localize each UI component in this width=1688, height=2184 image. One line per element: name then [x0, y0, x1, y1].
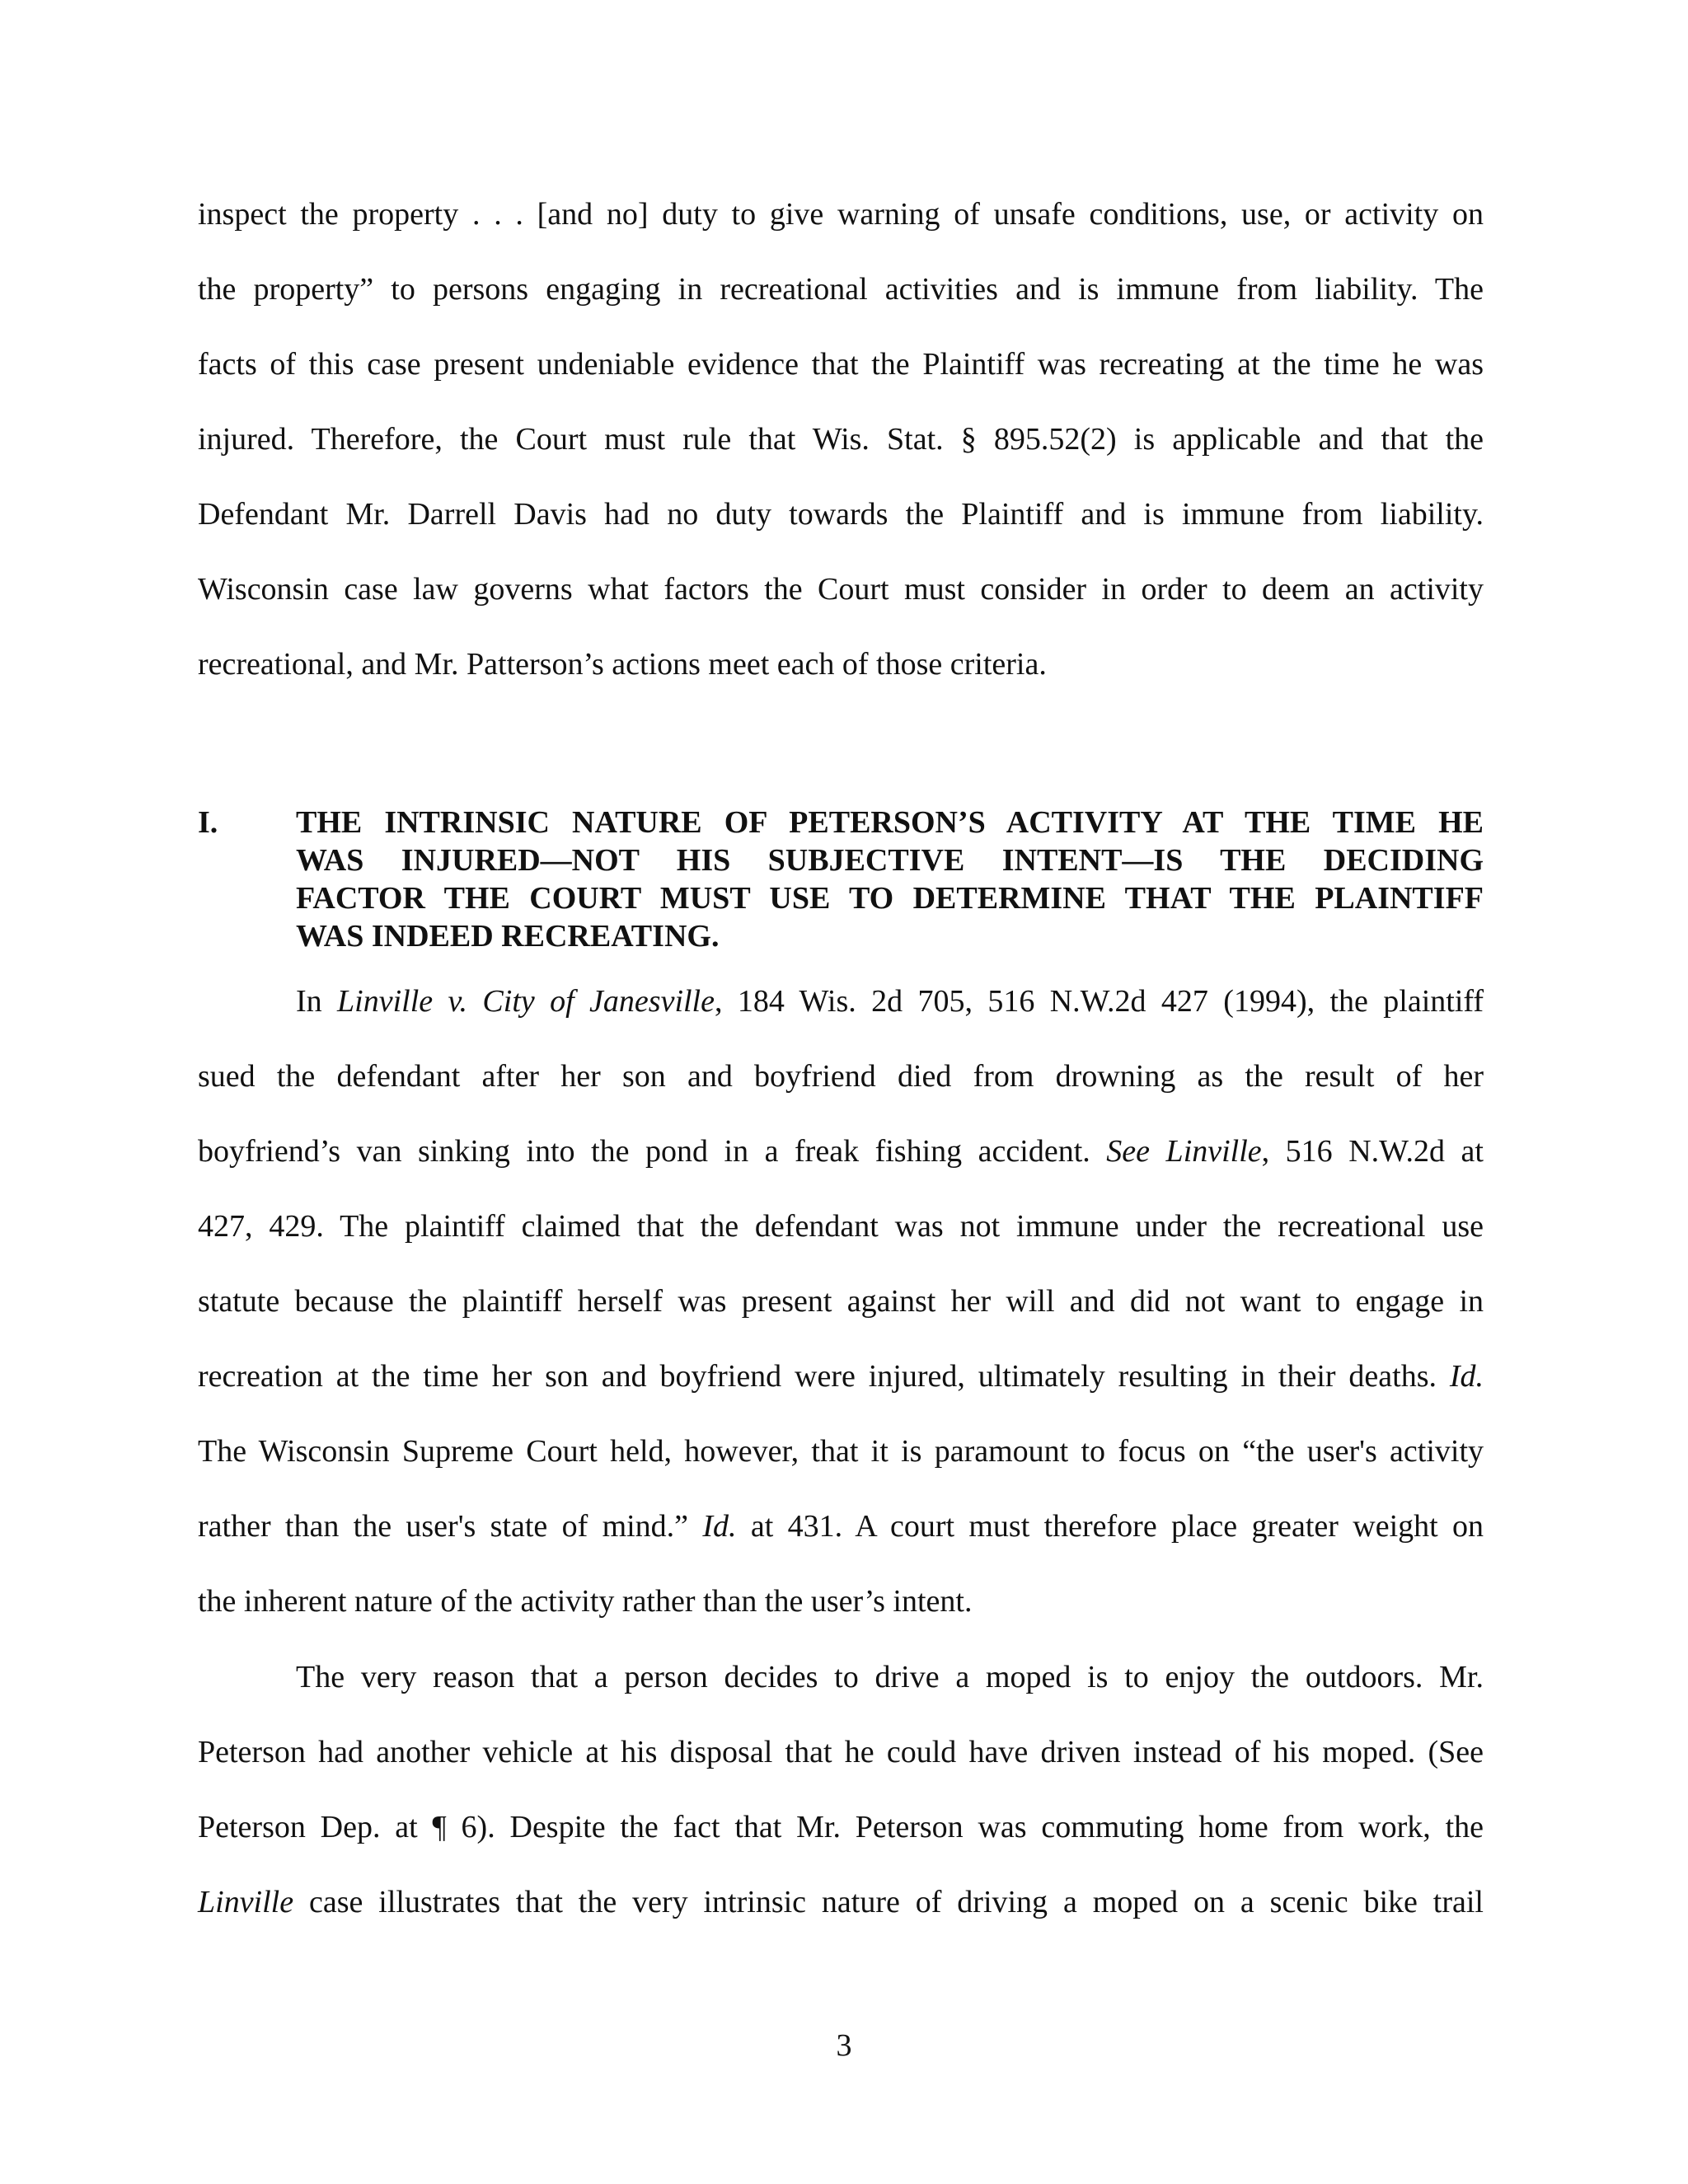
linville-line-3: boyfriend’s van sinking into the pond in a freak fishing accident. See Linville, 516 N.W.2d at: [198, 1134, 1484, 1169]
intro-line-3: facts of this case present undeniable evidence that the Plaintiff was recreating at the time he was: [198, 347, 1484, 382]
intro-line-1: inspect the property . . . [and no] duty to give warning of unsafe conditions, use, or activity on: [198, 197, 1484, 232]
id-citation: Id.: [702, 1509, 737, 1544]
linville-line-5: statute because the plaintiff herself was present against her will and did not want to engage in: [198, 1284, 1484, 1319]
linville-line-7: The Wisconsin Supreme Court held, however, that it is paramount to focus on “the user's activity: [198, 1434, 1484, 1469]
linville-line-6: recreation at the time her son and boyfriend were injured, ultimately resulting in their deaths. Id.: [198, 1359, 1484, 1394]
linville-line-2: sued the defendant after her son and boyfriend died from drowning as the result of her: [198, 1059, 1484, 1094]
intro-paragraph: [198, 177, 1484, 702]
see-citation: See Linville: [1106, 1134, 1262, 1169]
section-number: I.: [198, 805, 218, 840]
intro-line-2: the property” to persons engaging in recreational activities and is immune from liability. The: [198, 272, 1484, 307]
section-heading-text: [296, 804, 1484, 955]
moped-line-2: Peterson had another vehicle at his disposal that he could have driven instead of his moped. (See: [198, 1735, 1484, 1769]
intro-line-4: injured. Therefore, the Court must rule that Wis. Stat. § 895.52(2) is applicable and that the: [198, 422, 1484, 457]
heading-line-2: WAS INJURED—NOT HIS SUBJECTIVE INTENT—IS THE DECIDING: [296, 843, 1484, 878]
moped-paragraph: [198, 1640, 1484, 1940]
intro-line-6: Wisconsin case law governs what factors the Court must consider in order to deem an activity: [198, 572, 1484, 607]
heading-line-3: FACTOR THE COURT MUST USE TO DETERMINE THAT THE PLAINTIFF: [296, 881, 1484, 916]
moped-line-1: The very reason that a person decides to drive a moped is to enjoy the outdoors. Mr.: [296, 1660, 1484, 1694]
linville-line-8: rather than the user's state of mind.” Id. at 431. A court must therefore place greater weight on: [198, 1509, 1484, 1544]
linville-line-1: In Linville v. City of Janesville, 184 Wis. 2d 705, 516 N.W.2d 427 (1994), the plaintiff: [296, 984, 1484, 1019]
page-number: 3: [836, 2028, 852, 2063]
intro-line-7: recreational, and Mr. Patterson’s actions meet each of those criteria.: [198, 647, 1047, 682]
id-citation: Id.: [1449, 1359, 1484, 1394]
case-citation-linville: Linville: [198, 1885, 294, 1919]
heading-line-4: WAS INDEED RECREATING.: [296, 919, 720, 954]
moped-line-3: Peterson Dep. at ¶ 6). Despite the fact that Mr. Peterson was commuting home from work, the: [198, 1810, 1484, 1844]
intro-line-5: Defendant Mr. Darrell Davis had no duty towards the Plaintiff and is immune from liability.: [198, 497, 1484, 532]
moped-line-4: Linville case illustrates that the very intrinsic nature of driving a moped on a scenic bike trail: [198, 1885, 1484, 1919]
heading-line-1: THE INTRINSIC NATURE OF PETERSON’S ACTIVITY AT THE TIME HE: [296, 805, 1484, 840]
linville-paragraph: [198, 964, 1484, 1639]
linville-line-4: 427, 429. The plaintiff claimed that the defendant was not immune under the recreational use: [198, 1209, 1484, 1244]
case-citation-linville: Linville v. City of Janesville: [337, 984, 715, 1019]
linville-line-9: the inherent nature of the activity rather than the user’s intent.: [198, 1584, 973, 1619]
